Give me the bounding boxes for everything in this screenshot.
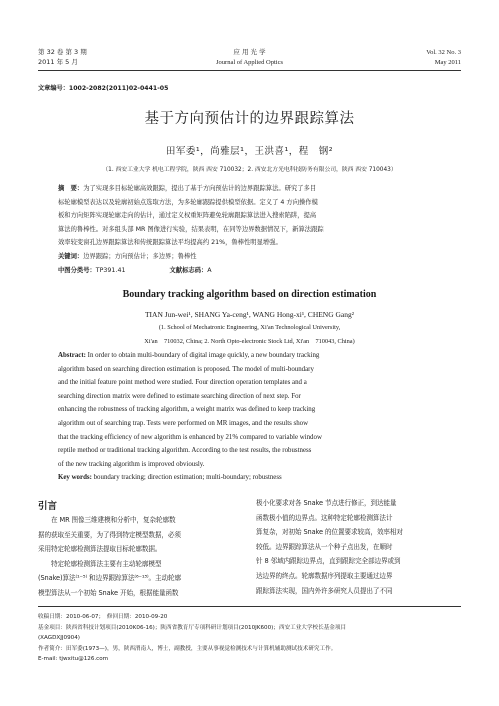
clc-number: TP391.41	[95, 266, 126, 274]
intro-line: 极小化要求对各 Snake 节点进行修正，到达能量	[256, 499, 397, 507]
abstract-cn-line: 算法的鲁棒性。对多组头部 MR 图像进行实验，结果表明，在同等边界数据情况下，新算法跟踪	[58, 225, 324, 233]
article-id: 文章编号：1002-2082(2011)02-0441-05	[38, 85, 169, 92]
abstract-en-line: of the new tracking algorithm is improved obviously.	[58, 460, 205, 468]
footnote-rule	[38, 606, 461, 607]
authors-en: TIAN Jun-wei¹, SHANG Ya-ceng¹, WANG Hong-xi¹, CHENG Gang²	[144, 310, 355, 319]
intro-line: 较低。边界跟踪算法从一个种子点出发，在顺时	[256, 542, 393, 551]
abstract-en-line: enhancing the robustness of tracking algorithm, a weight matrix was defined to keep tracking	[58, 406, 316, 414]
affiliation-en-1: (1. School of Mechatronic Engineering, Xi'an Technological University,	[158, 324, 341, 331]
abstract-cn-line: 为了实现多目标轮廓高效跟踪，提出了基于方向预估计的边界跟踪算法。研究了多目	[83, 185, 317, 192]
abstract-en-line: algorithm out of searching trap. Tests were performed on MR images, and the results show	[58, 419, 309, 427]
abstract-en-line: searching direction matrix were defined to estimate searching direction of next step. For	[58, 392, 301, 400]
keywords-en: boundary tracking; direction estimation; multi-boundary; robustness	[93, 474, 282, 482]
title-cn: 基于方向预估计的边界跟踪算法	[144, 111, 355, 127]
date-en: May 2011	[434, 59, 461, 66]
doc-code-label: 文献标志码：	[169, 266, 208, 274]
intro-heading: 引言	[38, 501, 58, 512]
authors-cn: 田军委¹，尚雅层¹，王洪喜¹，程 钢²	[165, 146, 334, 157]
affiliation-cn: （1. 西安工业大学 机电工程学院，陕西 西安 710032；2. 西安北方光电科技防务有限公司，陕西 西安 710043）	[102, 167, 397, 173]
fund-project-cont: (XAGDXJJ0904)	[38, 635, 80, 642]
abstract-cn-line: 板和方向矩阵实现轮廓走向的估计，通过定义权重矩阵避免轮廓跟踪算法进入搜索陷阱，提高	[58, 212, 317, 220]
abstract-en-label: Abstract:	[58, 352, 86, 359]
author-bio: 作者简介：田军委(1973—)，男，陕西渭南人，博士，副教授，主要从事视觉检测技术与计算机辅助测试技术研究工作。	[38, 645, 337, 652]
received-date: 收稿日期：2010-06-07； 修回日期：2010-09-20	[38, 614, 168, 620]
footnote	[38, 612, 468, 665]
intro-line: 针 8 邻域内跟踪边界点，直到跟踪完全部边界或到	[256, 557, 401, 566]
keywords-en-label: Key words:	[58, 474, 92, 482]
abstract-en-line: that the tracking efficiency of new algorithm is enhanced by 21% compared to variable window	[58, 433, 322, 441]
abstract-en-line: In order to obtain multi-boundary of digital image quickly, a new boundary tracking	[87, 352, 320, 359]
author-email: E-mail: tjwxitu@126.com	[38, 656, 109, 663]
keywords-cn: 边界跟踪；方向预估计；多边界；鲁棒性	[83, 252, 197, 260]
intro-line: 特定轮廓检测算法主要有主动轮廓模型	[38, 559, 162, 568]
keywords-cn-label: 关键词：	[58, 252, 84, 260]
doc-code: A	[207, 266, 212, 274]
title-en: Boundary tracking algorithm based on direction estimation	[122, 289, 377, 300]
abstract-en-line: algorithm based on searching direction estimation is proposed. The model of multi-boundary	[58, 365, 314, 373]
intro-line: 在 MR 图像三维建模和分析中，复杂轮廓数	[38, 516, 176, 524]
intro-line: 模型算法从一个初始 Snake 开始，根据能量函数	[38, 588, 179, 597]
clc-label: 中图分类号：	[58, 266, 96, 274]
intro-line: 达边界的终点。轮廓数据序列提取主要通过边界	[256, 571, 393, 580]
intro-line: 跟踪算法实现，国内外许多研究人员提出了不同	[256, 586, 393, 595]
intro-line: 采用特定轮廓检测算法提取目标轮廓数据。	[38, 545, 162, 553]
intro-left-column	[38, 513, 250, 600]
intro-right-column	[256, 496, 466, 598]
intro-line: 据的获取至关重要，为了得到特定模型数据，必须	[38, 530, 181, 539]
abstract-cn-line: 标轮廓模型表达以及轮廓初始点选取方法，为多轮廓跟踪提供模型依据。定义了 4 方向操作模	[58, 198, 318, 206]
intro-line: (Snake)算法⁽¹⁻⁵⁾ 和边界跟踪算法⁽⁶⁻¹³⁾。主动轮廓	[38, 574, 181, 582]
journal-name-en: Journal of Applied Optics	[216, 59, 283, 66]
intro-line: 函数极小值的边界点。这种特定轮廓检测算法计	[256, 513, 393, 522]
journal-name-cn: 应 用 光 学	[233, 48, 266, 56]
abstract-en-line: and the initial feature point method were studied. Four direction operation templates and a	[58, 379, 307, 387]
header-rule	[38, 70, 461, 71]
abstract-cn-label: 摘 要：	[58, 185, 84, 192]
abstract-en-line: reptile method or traditional tracking algorithm. According to the test results, the robustness	[58, 447, 312, 455]
volume-issue-cn: 第 32 卷 第 3 期	[38, 48, 87, 56]
date-cn: 2011 年 5 月	[38, 58, 78, 66]
intro-line: 算复杂，对初始 Snake 的位置要求较高，效率相对	[256, 528, 403, 537]
abstract-cn-line: 效率较变窗孔边界跟踪算法和传统跟踪算法平均提高约 21%，鲁棒性明显增强。	[58, 239, 282, 247]
abstract-cn	[58, 182, 448, 277]
fund-project: 基金项目：陕西省科技计划项目(2010K06-16)；陕西省教育厅专项科研计划项目(2010JK600)；西安工业大学校长基金项目	[38, 624, 347, 631]
affiliation-en-2: Xi'an 710032, China; 2. North Opto-electronic Stock Ltd, Xi'an 710043, China)	[144, 338, 355, 345]
abstract-en	[58, 349, 453, 485]
volume-issue-en: Vol. 32 No. 3	[426, 49, 461, 56]
